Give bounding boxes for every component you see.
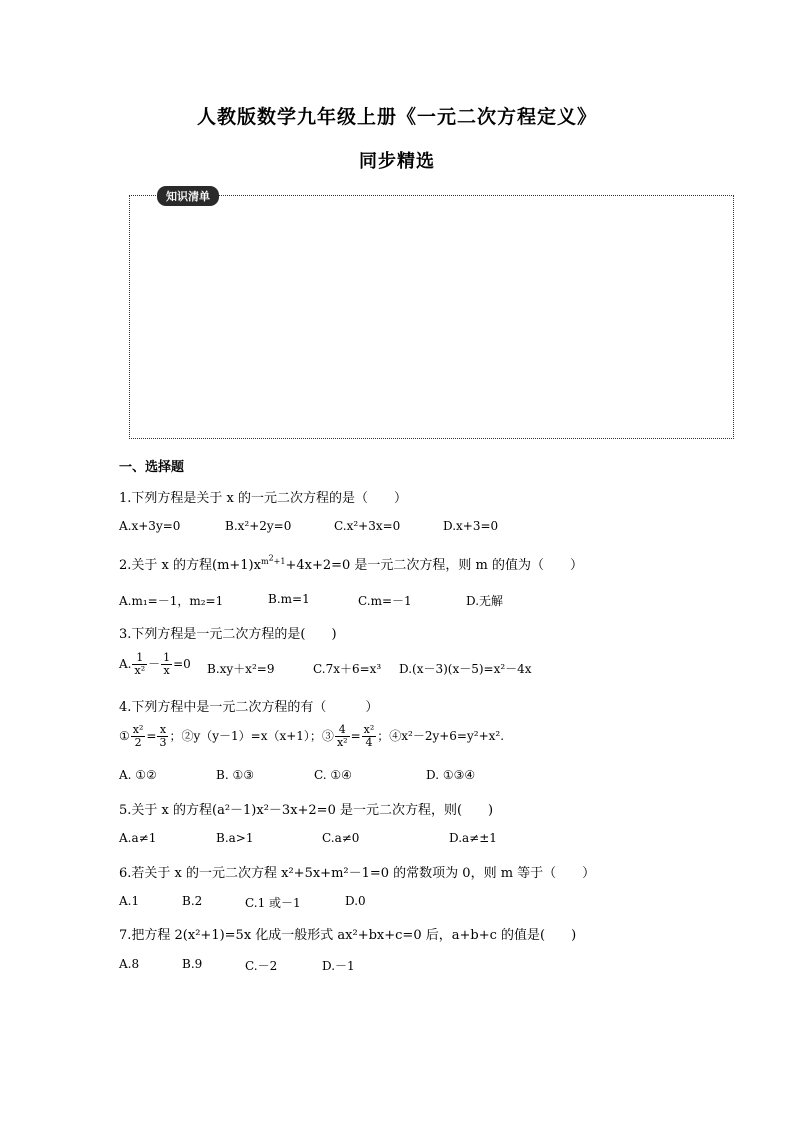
q6-option-d: D.0	[345, 894, 366, 908]
q7-option-a: A.8	[119, 957, 140, 971]
q5-option-b: B.a>1	[216, 831, 254, 845]
q2-option-d: D.无解	[466, 594, 504, 608]
q3-option-c: C.7x＋6=x³	[313, 662, 382, 676]
q5-option-a: A.a≠1	[119, 831, 157, 845]
knowledge-box	[129, 195, 734, 439]
q5-option-c: C.a≠0	[322, 831, 360, 845]
q4-eq2-text: ；②y（y－1）=x（x+1）；③	[169, 729, 334, 743]
q4-option-d: D. ①③④	[426, 768, 476, 782]
question-1-stem: 1.下列方程是关于 x 的一元二次方程的是（ ）	[119, 491, 407, 506]
q4-option-c: C. ①④	[314, 768, 352, 782]
question-5-stem: 5.关于 x 的方程(a²－1)x²－3x+2=0 是一元二次方程，则( )	[119, 803, 494, 818]
q2-option-b: B.m=1	[268, 592, 310, 606]
knowledge-tag: 知识清单	[157, 186, 219, 206]
q4-option-b: B. ①③	[216, 768, 254, 782]
q3-option-a: A. $\frac{1}{\text{x²}}$ － $\frac{1}{x}$ =0	[119, 651, 191, 677]
page-title: 人教版数学九年级上册《一元二次方程定义》	[196, 106, 597, 128]
q6-option-b: B.2	[182, 894, 203, 908]
question-3-stem: 3.下列方程是一元二次方程的是( )	[119, 627, 337, 642]
q3-option-d: D.(x－3)(x－5)=x²－4x	[399, 662, 532, 676]
q3-option-b: B.xy＋x²=9	[207, 662, 275, 676]
q7-option-c: C.－2	[245, 959, 278, 973]
q1-option-d: D.x+3=0	[443, 519, 499, 533]
question-4-stem: 4.下列方程中是一元二次方程的有（ ）	[119, 700, 379, 715]
question-6-stem: 6.若关于 x 的一元二次方程 x²+5x+m²－1=0 的常数项为 0，则 m 等于（ ）	[119, 866, 596, 881]
q6-option-c: C.1 或－1	[245, 896, 301, 910]
q2-power: $x^{m^2+1}$	[253, 553, 286, 573]
q4-option-a: A. ①②	[119, 768, 157, 782]
q2-stem-pre: 2.关于 x 的方程(m+1)	[119, 557, 254, 573]
q2-stem-post: +4x+2=0 是一元二次方程，则 m 的值为（ ）	[285, 557, 584, 573]
q7-option-d: D.－1	[322, 959, 355, 973]
q7-option-b: B.9	[182, 957, 203, 971]
q1-option-c: C.x²+3x=0	[334, 519, 401, 533]
q5-option-d: D.a≠±1	[449, 831, 497, 845]
q2-option-a: A.m₁=－1，m₂=1	[119, 594, 224, 608]
section-heading: 一、选择题	[119, 460, 185, 475]
q1-option-a: A.x+3y=0	[119, 519, 181, 533]
q2-option-c: C.m=－1	[358, 594, 412, 608]
question-2-stem	[119, 553, 583, 573]
q1-option-b: B.x²+2y=0	[225, 519, 292, 533]
page-subtitle: 同步精选	[359, 151, 435, 172]
q4-equations: ① $\frac{\text{x²}}{2}$ = $\frac{x}{3}$ ；②y（y－1）=x（x+1）；③ $\frac{4}{\text{x²}}$ = $\frac{\text{x²}}{4}$ ；④x²－2y+6=y²+x².	[119, 723, 505, 749]
q4-eq4-text: ；④x²－2y+6=y²+x².	[377, 729, 505, 743]
question-7-stem: 7.把方程 2(x²+1)=5x 化成一般形式 ax²+bx+c=0 后，a+b+c 的值是( )	[119, 928, 577, 943]
q6-option-a: A.1	[119, 894, 140, 908]
